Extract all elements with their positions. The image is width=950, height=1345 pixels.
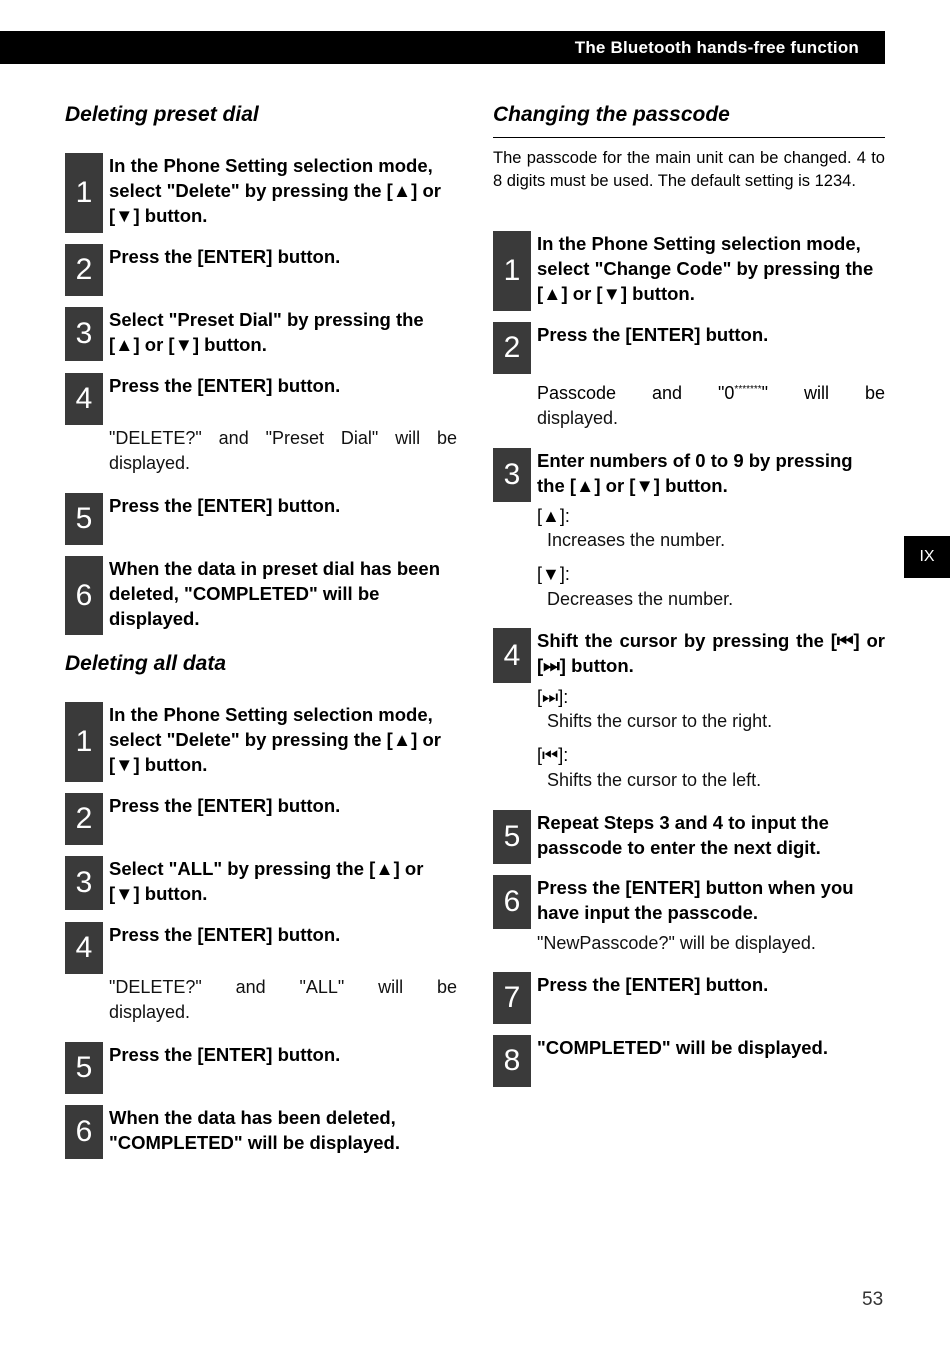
next-key-description: Shifts the cursor to the right. — [547, 711, 773, 731]
step-text: Press the [ENTER] button. — [109, 795, 341, 816]
step-text: In the Phone Setting selection mode, select "Change Code" by pressing the [▲] or [▼] button. — [537, 233, 874, 304]
prev-key-description: Shifts the cursor to the left. — [547, 770, 762, 790]
step-number: 3 — [493, 448, 531, 502]
step-number: 4 — [65, 373, 103, 425]
down-key-description: Decreases the number. — [547, 589, 734, 609]
step-number: 1 — [65, 153, 103, 233]
step-text: When the data in preset dial has been deleted, "COMPLETED" will be displayed. — [109, 558, 441, 629]
next-key-label: [⏭]: — [537, 687, 569, 707]
note-word: and — [652, 383, 683, 403]
note-word: will — [804, 383, 830, 403]
step-number: 8 — [493, 1035, 531, 1087]
step-number: 2 — [65, 793, 103, 845]
note-quote-close: " — [761, 383, 769, 403]
step-text: In the Phone Setting selection mode, select "Delete" by pressing the [▲] or [▼] button. — [109, 155, 441, 226]
step-text: Press the [ENTER] button. — [109, 1044, 341, 1065]
chapter-tab: IX — [904, 536, 950, 578]
preset-step-4-note — [109, 426, 457, 476]
step-text: In the Phone Setting selection mode, select "Delete" by pressing the [▲] or [▼] button. — [109, 704, 441, 775]
step-number: 6 — [65, 1105, 103, 1159]
step-number: 5 — [493, 810, 531, 864]
step-number: 1 — [65, 702, 103, 782]
step-text: Press the [ENTER] button. — [109, 375, 341, 396]
step-number: 2 — [65, 244, 103, 296]
step-text: Press the [ENTER] button. — [537, 324, 769, 345]
step-text: Select "ALL" by pressing the [▲] or [▼] button. — [109, 858, 424, 904]
step-text: Select "Preset Dial" by pressing the [▲] or [▼] button. — [109, 309, 424, 355]
step-number: 4 — [493, 628, 531, 683]
step-number: 5 — [65, 1042, 103, 1094]
up-key-description: Increases the number. — [547, 530, 726, 550]
passcode-step-2-note — [537, 381, 885, 406]
note-line: displayed. — [109, 1002, 191, 1022]
step-number: 6 — [493, 875, 531, 929]
step-text: Press the [ENTER] button. — [109, 924, 341, 945]
step-text: Press the [ENTER] button when you have input the passcode. — [537, 877, 854, 923]
step-number: 6 — [65, 556, 103, 635]
step-text: Enter numbers of 0 to 9 by pressing the [▲] or [▼] button. — [537, 450, 853, 496]
page-number: 53 — [862, 1289, 884, 1310]
note-word — [718, 381, 768, 406]
passcode-intro: The passcode for the main unit can be changed. 4 to 8 digits must be used. The default setting is 1234. — [493, 149, 885, 190]
title-rule — [493, 137, 885, 138]
section-title-changing-passcode: Changing the passcode — [493, 103, 730, 126]
passcode-step-6-note: "NewPasscode?" will be displayed. — [537, 933, 816, 953]
note-word: Passcode — [537, 383, 617, 403]
step-text: Shift the cursor by pressing the [⏮] or [⏭] button. — [537, 630, 885, 676]
note-line: "DELETE?" and "Preset Dial" will be — [109, 428, 457, 448]
down-key-label: [▼]: — [537, 564, 570, 584]
step-number: 3 — [65, 856, 103, 910]
all-step-4-note — [109, 975, 457, 1025]
note-quote-open: "0 — [718, 383, 735, 403]
step-text: Repeat Steps 3 and 4 to input the passcode to enter the next digit. — [537, 812, 829, 858]
note-line: displayed. — [109, 453, 191, 473]
passcode-step-2-note-line2: displayed. — [537, 408, 619, 428]
prev-key-label: [⏮]: — [537, 745, 569, 765]
step-number: 4 — [65, 922, 103, 974]
note-word: be — [864, 383, 885, 403]
step-number: 5 — [65, 493, 103, 545]
step-text: Press the [ENTER] button. — [109, 495, 341, 516]
step-text: "COMPLETED" will be displayed. — [537, 1037, 828, 1058]
step-text: Press the [ENTER] button. — [109, 246, 341, 267]
step-text: Press the [ENTER] button. — [537, 974, 769, 995]
up-key-label: [▲]: — [537, 506, 570, 526]
header-bar — [0, 31, 885, 64]
header-title: The Bluetooth hands-free function — [574, 38, 859, 57]
step-number: 1 — [493, 231, 531, 311]
step-text: When the data has been deleted, "COMPLETED" will be displayed. — [109, 1107, 400, 1153]
step-number: 7 — [493, 972, 531, 1024]
note-asterisks: ******* — [734, 384, 762, 395]
step-number: 3 — [65, 307, 103, 361]
section-title-deleting-all-data: Deleting all data — [65, 652, 227, 675]
section-title-deleting-preset-dial: Deleting preset dial — [65, 103, 259, 126]
note-line: "DELETE?" and "ALL" will be — [109, 977, 457, 997]
step-number: 2 — [493, 322, 531, 374]
